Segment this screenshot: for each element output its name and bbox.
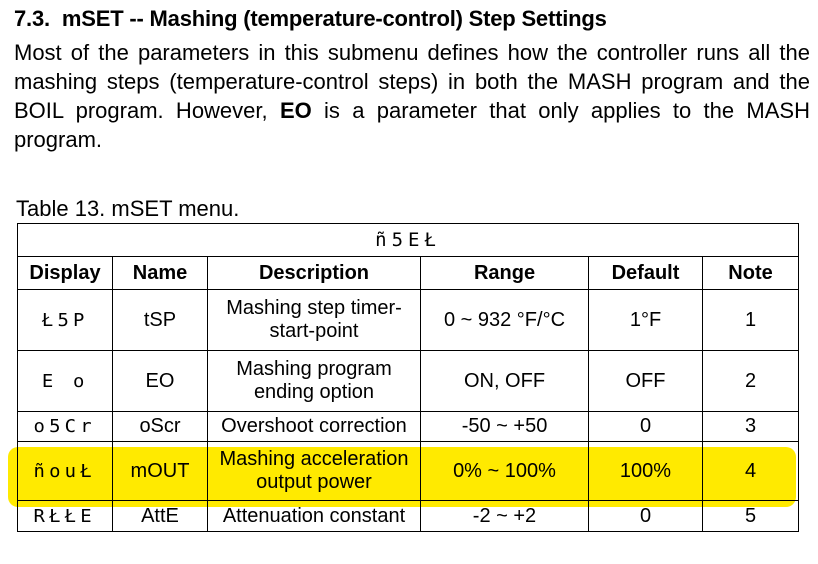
paragraph-text-1: Most of the parameters in this submenu defines how the controller runs all the mashing steps (temperature-control steps) in both the MASH program and the BOIL program. However, (14, 40, 810, 123)
display-code: o5Cr (33, 416, 97, 437)
display-code: ñouŁ (33, 460, 97, 482)
paragraph-text-2: is a parameter that only applies to the MASH program. (14, 98, 810, 152)
section-number: 7.3. (14, 6, 50, 31)
intro-paragraph (14, 38, 810, 154)
param-default: 0 (589, 412, 703, 442)
param-default: 100% (589, 442, 703, 501)
param-range: -2 ~ +2 (421, 501, 589, 532)
col-header-range: Range (421, 257, 589, 290)
col-header-description: Description (208, 257, 421, 290)
table-caption: Table 13. mSET menu. (16, 196, 240, 221)
menu-display-code: ñ5EŁ (375, 228, 441, 251)
param-description: Attenuation constant (208, 501, 421, 532)
section-title: mSET -- Mashing (temperature-control) Step Settings (61, 6, 607, 31)
table-header-row (18, 257, 799, 290)
table-row-highlighted (18, 442, 799, 501)
param-range: 0 ~ 932 °F/°C (421, 290, 589, 351)
display-code: RŁŁE (33, 505, 97, 527)
param-note: 5 (703, 501, 799, 532)
param-name: AttE (113, 501, 208, 532)
param-range: 0% ~ 100% (421, 442, 589, 501)
display-code: E o (41, 370, 89, 392)
param-default: 1°F (589, 290, 703, 351)
param-description: Mashing step timer-start-point (208, 290, 421, 351)
param-range: -50 ~ +50 (421, 412, 589, 442)
param-description: Mashing acceleration output power (208, 442, 421, 501)
mset-menu-table (17, 223, 799, 532)
param-range: ON, OFF (421, 351, 589, 412)
param-note: 1 (703, 290, 799, 351)
param-description: Overshoot correction (208, 412, 421, 442)
col-header-note: Note (703, 257, 799, 290)
table-row (18, 412, 799, 442)
param-description: Mashing program ending option (208, 351, 421, 412)
section-heading (14, 6, 607, 32)
paragraph-bold-eo: EO (279, 98, 312, 123)
param-name: EO (113, 351, 208, 412)
param-default: 0 (589, 501, 703, 532)
param-note: 3 (703, 412, 799, 442)
param-note: 2 (703, 351, 799, 412)
param-name: tSP (113, 290, 208, 351)
table-row (18, 501, 799, 532)
table-row (18, 290, 799, 351)
param-note: 4 (703, 442, 799, 501)
param-default: OFF (589, 351, 703, 412)
param-name: oScr (113, 412, 208, 442)
col-header-default: Default (589, 257, 703, 290)
param-name: mOUT (113, 442, 208, 501)
table-row (18, 351, 799, 412)
table-title-row (18, 224, 799, 257)
col-header-name: Name (113, 257, 208, 290)
display-code: Ł5P (41, 309, 89, 331)
col-header-display: Display (18, 257, 113, 290)
